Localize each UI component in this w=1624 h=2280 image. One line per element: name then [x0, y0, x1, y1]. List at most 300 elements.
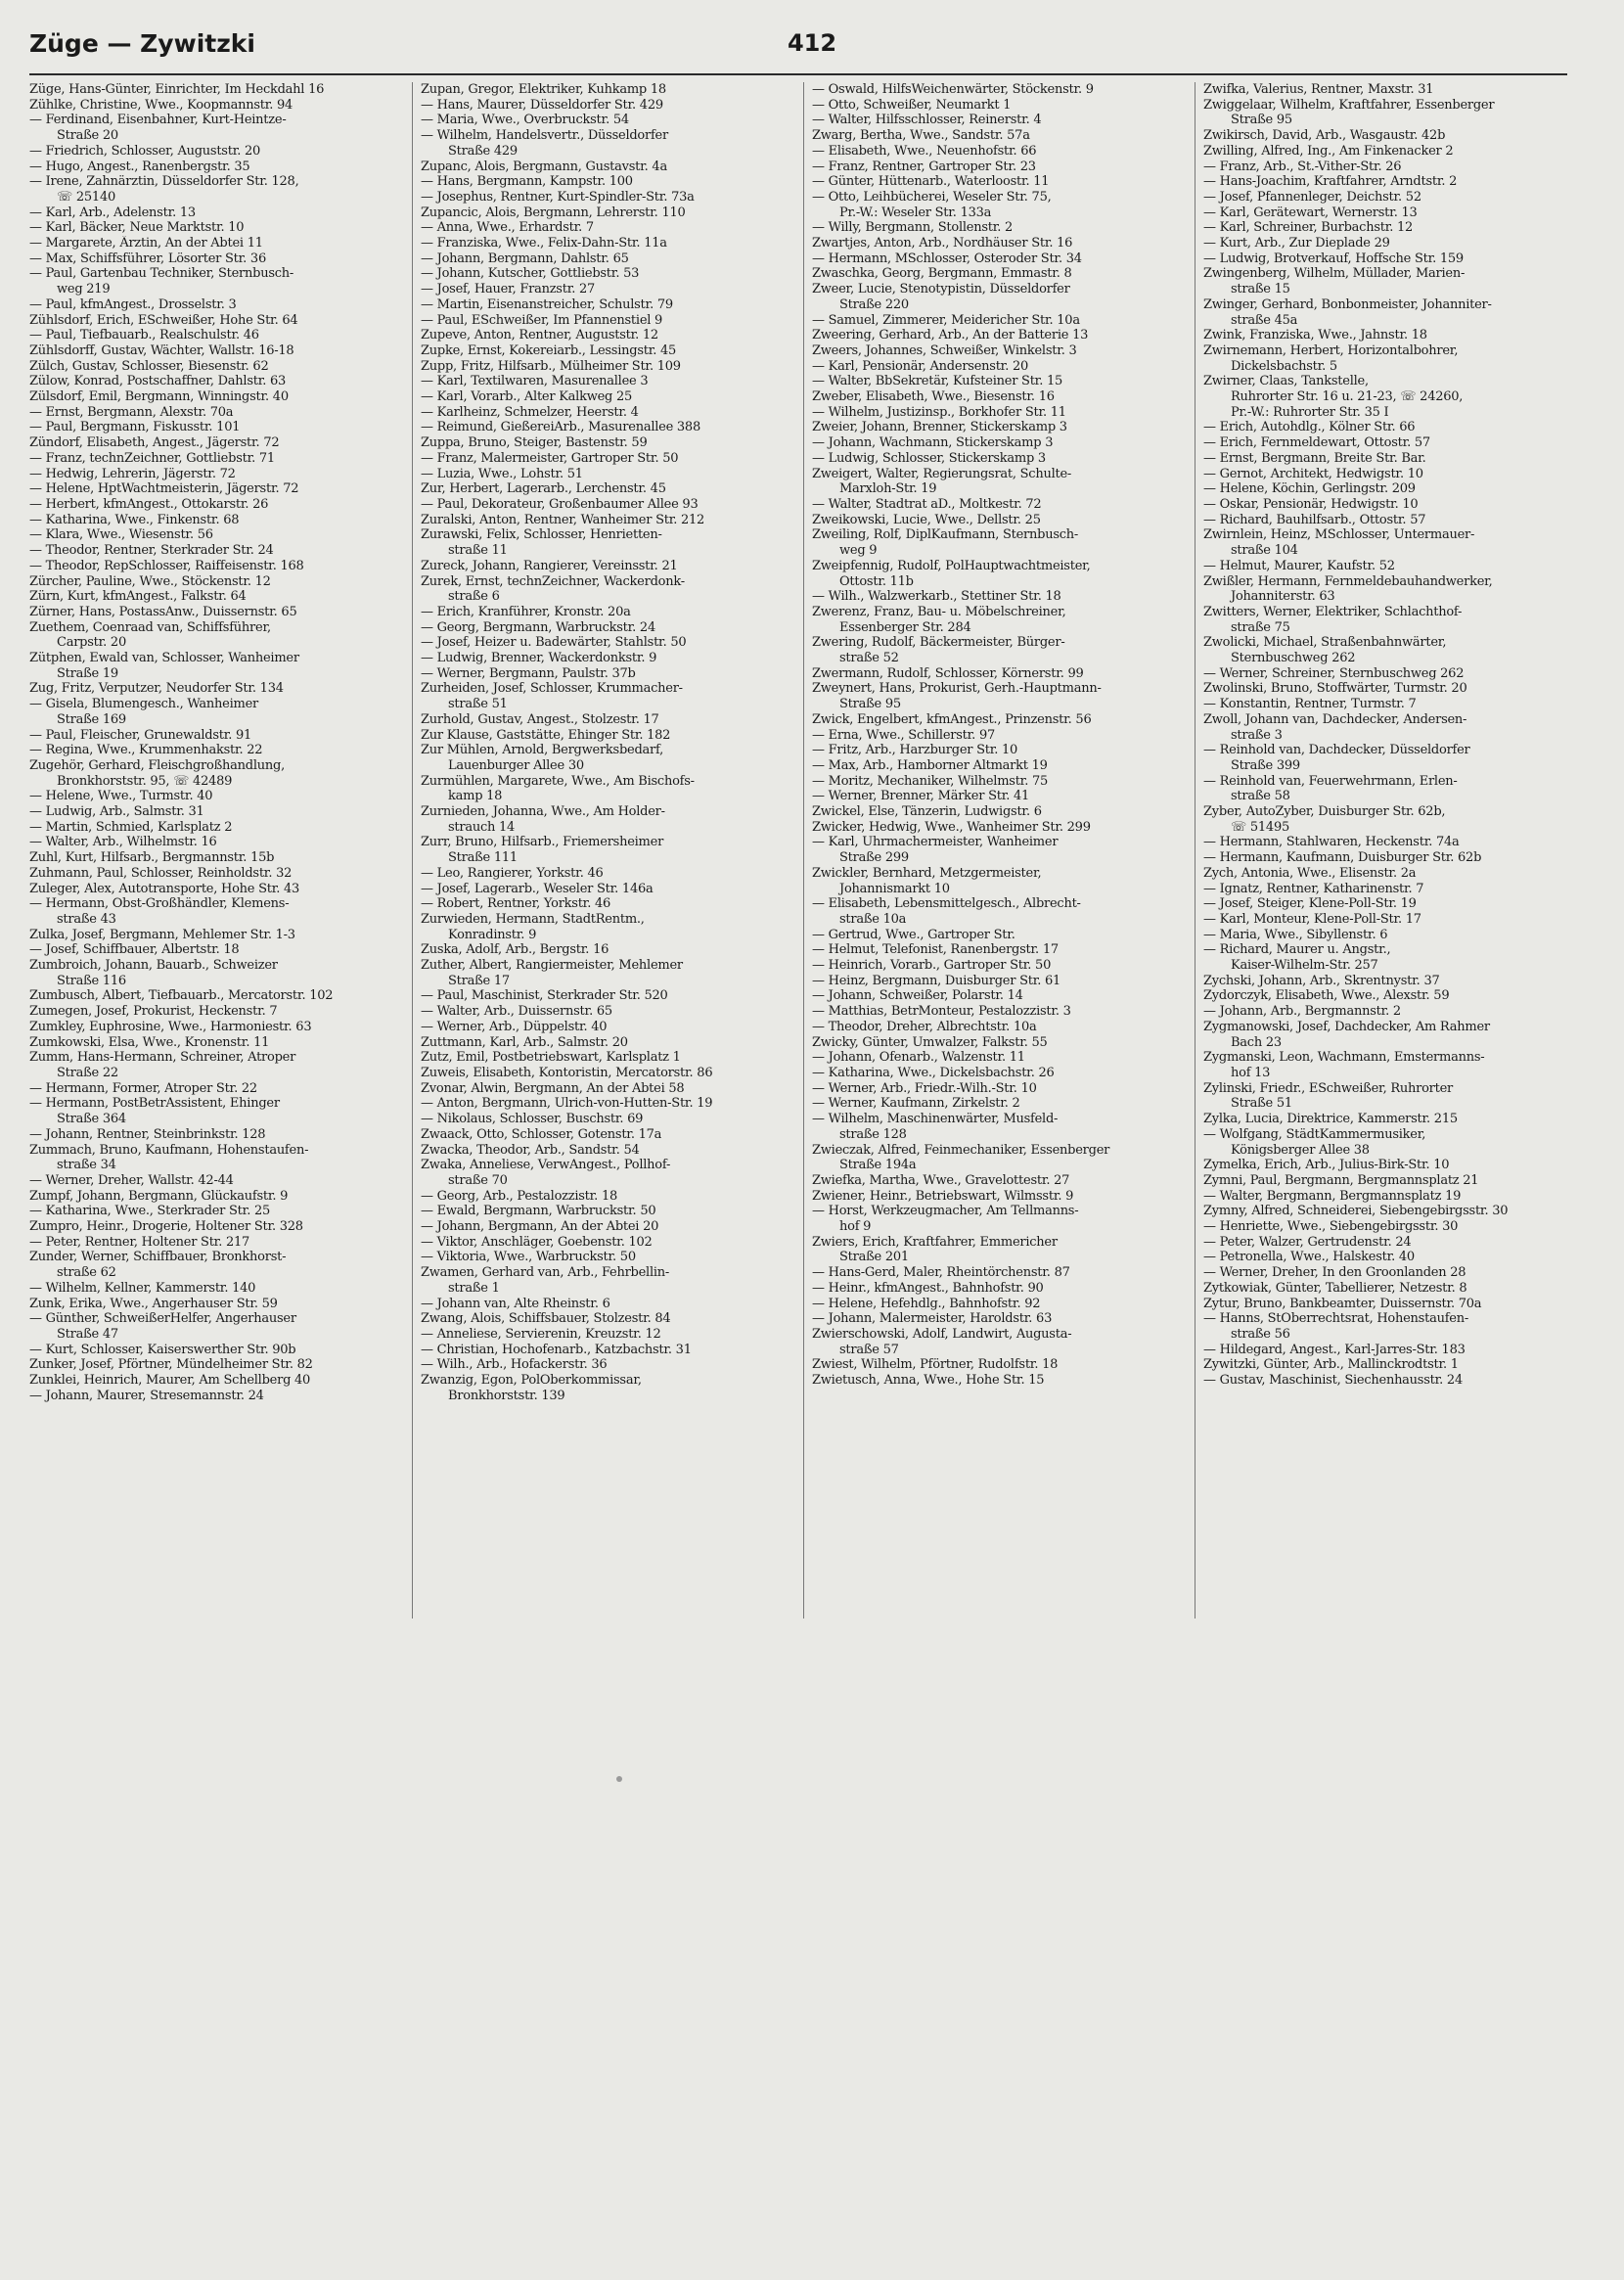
directory-entry-line: — Hans-Gerd, Maler, Rheintörchenstr. 87	[812, 1265, 1070, 1281]
directory-entry-line: — Christian, Hochofenarb., Katzbachstr. 31	[421, 1342, 692, 1357]
directory-entry-line: Zur Klause, Gaststätte, Ehinger Str. 182	[421, 727, 671, 743]
directory-entry-line: — Viktoria, Wwe., Warbruckstr. 50	[421, 1250, 636, 1265]
directory-entry-line: — Josephus, Rentner, Kurt-Spindler-Str. 73a	[421, 189, 695, 205]
directory-entry-line: — Peter, Walzer, Gertrudenstr. 24	[1203, 1234, 1412, 1250]
directory-entry-line: Zwiener, Heinr., Betriebswart, Wilmsstr. 9	[812, 1188, 1074, 1204]
directory-entry-line: Zugehör, Gerhard, Fleischgroßhandlung,	[29, 757, 285, 773]
directory-entry-line: — Erich, Autohdlg., Kölner Str. 66	[1203, 420, 1416, 435]
directory-entry-line: Johannismarkt 10	[839, 881, 950, 896]
directory-entry-line: straße 58	[1231, 789, 1290, 804]
directory-entry-line: Zühlke, Christine, Wwe., Koopmannstr. 94	[29, 97, 293, 113]
directory-entry-line: Zutz, Emil, Postbetriebswart, Karlsplatz 1	[421, 1050, 681, 1066]
directory-entry-line: — Martin, Schmied, Karlsplatz 2	[29, 819, 233, 835]
directory-entry-line: — Luzia, Wwe., Lohstr. 51	[421, 466, 583, 481]
directory-entry-line: Zumbroich, Johann, Bauarb., Schweizer	[29, 958, 278, 974]
directory-entry-line: Zwicker, Hedwig, Wwe., Wanheimer Str. 299	[812, 819, 1091, 835]
directory-entry-line: Zwermann, Rudolf, Schlosser, Körnerstr. 99	[812, 665, 1084, 681]
directory-entry-line: Zülsdorf, Emil, Bergmann, Winningstr. 40	[29, 389, 289, 405]
directory-entry-line: — Werner, Brenner, Märker Str. 41	[812, 789, 1030, 804]
directory-entry-line: Essenberger Str. 284	[839, 619, 971, 635]
directory-entry-line: straße 43	[57, 911, 116, 927]
directory-entry-line: — Ludwig, Brenner, Wackerdonkstr. 9	[421, 651, 657, 666]
directory-entry-line: Zuhl, Kurt, Hilfsarb., Bergmannstr. 15b	[29, 850, 275, 866]
directory-entry-line: — Wolfgang, StädtKammermusiker,	[1203, 1126, 1426, 1142]
directory-entry-line: Zywitzki, Günter, Arb., Mallinckrodtstr. 1	[1203, 1357, 1459, 1373]
directory-entry-line: straße 62	[57, 1265, 116, 1281]
directory-entry-line: — Ludwig, Schlosser, Stickerskamp 3	[812, 450, 1046, 466]
directory-entry-line: Zumpro, Heinr., Drogerie, Holtener Str. 328	[29, 1219, 303, 1235]
directory-entry-line: Zylinski, Friedr., ESchweißer, Ruhrorter	[1203, 1080, 1454, 1096]
directory-entry-line: — Katharina, Wwe., Dickelsbachstr. 26	[812, 1066, 1055, 1080]
directory-entry-line: — Reimund, GießereiArb., Masurenallee 388	[421, 420, 700, 435]
directory-entry-line: — Werner, Arb., Düppelstr. 40	[421, 1019, 608, 1034]
directory-entry-line: Pr.-W.: Weseler Str. 133a	[839, 205, 992, 220]
directory-entry-line: — Irene, Zahnärztin, Düsseldorfer Str. 128,	[29, 174, 299, 190]
directory-entry-line: — Karl, Schreiner, Burbachstr. 12	[1203, 220, 1414, 236]
directory-entry-line: — Hermann, PostBetrAssistent, Ehinger	[29, 1096, 280, 1112]
directory-entry-line: Zwolinski, Bruno, Stoffwärter, Turmstr. 20	[1203, 681, 1467, 697]
directory-entry-line: Straße 19	[57, 665, 118, 681]
directory-entry-line: Sternbuschweg 262	[1231, 651, 1356, 666]
directory-entry-line: Zwering, Rudolf, Bäckermeister, Bürger-	[812, 635, 1065, 651]
directory-entry-line: Zweiling, Rolf, DiplKaufmann, Sternbusch-	[812, 527, 1079, 543]
directory-entry-line: Zurwieden, Hermann, StadtRentm.,	[421, 911, 645, 927]
directory-entry-line: Zumm, Hans-Hermann, Schreiner, Atroper	[29, 1050, 296, 1066]
directory-entry-line: strauch 14	[448, 819, 516, 835]
directory-entry-line: Zuleger, Alex, Autotransporte, Hohe Str. 43	[29, 881, 300, 896]
directory-entry-line: — Heinz, Bergmann, Duisburger Str. 61	[812, 973, 1061, 988]
directory-entry-line: Zwaack, Otto, Schlosser, Gotenstr. 17a	[421, 1126, 662, 1142]
directory-entry-line: Straße 20	[57, 128, 118, 144]
directory-entry-line: — Heinr., kfmAngest., Bahnhofstr. 90	[812, 1280, 1044, 1296]
directory-column-4	[1203, 82, 1570, 1389]
directory-entry-line: weg 9	[839, 543, 878, 559]
directory-entry-line: — Günther, SchweißerHelfer, Angerhauser	[29, 1311, 296, 1327]
directory-entry-line: Zwirnemann, Herbert, Horizontalbohrer,	[1203, 342, 1459, 358]
directory-entry-line: — Hans, Maurer, Düsseldorfer Str. 429	[421, 97, 663, 113]
directory-entry-line: Lauenburger Allee 30	[448, 757, 584, 773]
directory-entry-line: — Robert, Rentner, Yorkstr. 46	[421, 896, 611, 912]
directory-entry-line: — Regina, Wwe., Krummenhakstr. 22	[29, 743, 263, 758]
directory-entry-line: straße 6	[448, 589, 500, 605]
directory-entry-line: — Willy, Bergmann, Stollenstr. 2	[812, 220, 1014, 236]
directory-entry-line: — Wilh., Arb., Hofackerstr. 36	[421, 1357, 608, 1373]
directory-entry-line: — Moritz, Mechaniker, Wilhelmstr. 75	[812, 773, 1049, 789]
directory-entry-line: ☏ 51495	[1231, 819, 1289, 835]
directory-entry-line: — Petronella, Wwe., Halskestr. 40	[1203, 1250, 1415, 1265]
directory-entry-line: Zunker, Josef, Pförtner, Mündelheimer Str. 82	[29, 1357, 313, 1373]
directory-entry-line: — Samuel, Zimmerer, Meidericher Str. 10a	[812, 312, 1080, 328]
directory-entry-line: — Helene, Köchin, Gerlingstr. 209	[1203, 481, 1416, 497]
directory-entry-line: — Max, Schiffsführer, Lösorter Str. 36	[29, 251, 266, 266]
directory-entry-line: — Theodor, RepSchlosser, Raiffeisenstr. 168	[29, 558, 304, 573]
directory-entry-line: straße 34	[57, 1158, 116, 1173]
directory-entry-line: — Elisabeth, Wwe., Neuenhofstr. 66	[812, 143, 1037, 159]
directory-entry-line: Straße 364	[57, 1112, 126, 1127]
directory-entry-line: — Peter, Rentner, Holtener Str. 217	[29, 1234, 250, 1250]
directory-entry-line: — Wilhelm, Maschinenwärter, Musfeld-	[812, 1112, 1059, 1127]
directory-entry-line: Straße 111	[448, 850, 518, 866]
directory-entry-line: Zurr, Bruno, Hilfsarb., Friemersheimer	[421, 835, 664, 850]
directory-entry-line: — Gernot, Architekt, Hedwigstr. 10	[1203, 466, 1423, 481]
directory-entry-line: Zumkley, Euphrosine, Wwe., Harmoniestr. 63	[29, 1019, 312, 1034]
directory-entry-line: Zug, Fritz, Verputzer, Neudorfer Str. 134	[29, 681, 284, 697]
directory-entry-line: — Johann, Kutscher, Gottliebstr. 53	[421, 266, 640, 282]
directory-entry-line: Zych, Antonia, Wwe., Elisenstr. 2a	[1203, 865, 1417, 881]
directory-entry-line: Zupp, Fritz, Hilfsarb., Mülheimer Str. 109	[421, 358, 681, 374]
directory-entry-line: Zuttmann, Karl, Arb., Salmstr. 20	[421, 1034, 628, 1050]
directory-entry-line: — Richard, Maurer u. Angstr.,	[1203, 942, 1391, 958]
directory-entry-line: straße 45a	[1231, 312, 1298, 328]
directory-entry-line: — Reinhold van, Feuerwehrmann, Erlen-	[1203, 773, 1458, 789]
directory-entry-line: Zwifka, Valerius, Rentner, Maxstr. 31	[1203, 82, 1434, 97]
directory-entry-line: straße 56	[1231, 1326, 1290, 1342]
directory-entry-line: Zühlsdorff, Gustav, Wächter, Wallstr. 16-18	[29, 342, 294, 358]
directory-entry-line: Ruhrorter Str. 16 u. 21-23, ☏ 24260,	[1231, 389, 1464, 405]
directory-entry-line: Zuweis, Elisabeth, Kontoristin, Mercatorstr. 86	[421, 1066, 713, 1080]
directory-entry-line: — Paul, Tiefbauarb., Realschulstr. 46	[29, 328, 259, 343]
directory-entry-line: — Helene, HptWachtmeisterin, Jägerstr. 72	[29, 481, 299, 497]
directory-entry-line: Zwicky, Günter, Umwalzer, Falkstr. 55	[812, 1034, 1048, 1050]
directory-entry-line: Zumkowski, Elsa, Wwe., Kronenstr. 11	[29, 1034, 270, 1050]
directory-entry-line: weg 219	[57, 282, 111, 297]
directory-entry-line: Zürn, Kurt, kfmAngest., Falkstr. 64	[29, 589, 247, 605]
directory-entry-line: — Georg, Bergmann, Warbruckstr. 24	[421, 619, 655, 635]
directory-entry-line: — Karl, Gerätewart, Wernerstr. 13	[1203, 205, 1418, 220]
directory-entry-line: Zülow, Konrad, Postschaffner, Dahlstr. 63	[29, 374, 287, 389]
directory-entry-line: — Paul, Maschinist, Sterkrader Str. 520	[421, 988, 668, 1004]
page-header-title: Züge — Zywitzki	[29, 29, 255, 58]
directory-entry-line: Bronkhorststr. 139	[448, 1388, 565, 1403]
directory-entry-line: — Johann, Rentner, Steinbrinkstr. 128	[29, 1126, 266, 1142]
directory-entry-line: — Johann van, Alte Rheinstr. 6	[421, 1296, 610, 1311]
directory-entry-line: — Leo, Rangierer, Yorkstr. 46	[421, 865, 604, 881]
directory-entry-line: — Josef, Pfannenleger, Deichstr. 52	[1203, 189, 1421, 205]
directory-entry-line: Zunk, Erika, Wwe., Angerhauser Str. 59	[29, 1296, 278, 1311]
directory-entry-line: — Elisabeth, Lebensmittelgesch., Albrecht-	[812, 896, 1081, 912]
directory-entry-line: Zuska, Adolf, Arb., Bergstr. 16	[421, 942, 609, 958]
directory-entry-line: — Matthias, BetrMonteur, Pestalozzistr. 3	[812, 1004, 1071, 1020]
directory-entry-line: Zwickler, Bernhard, Metzgermeister,	[812, 865, 1042, 881]
directory-entry-line: — Margarete, Ärztin, An der Abtei 11	[29, 236, 263, 251]
directory-entry-line: Zwoll, Johann van, Dachdecker, Andersen-	[1203, 711, 1467, 727]
directory-entry-line: — Johann, Schweißer, Polarstr. 14	[812, 988, 1023, 1004]
directory-entry-line: Zuther, Albert, Rangiermeister, Mehlemer	[421, 958, 683, 974]
directory-entry-line: — Josef, Steiger, Klene-Poll-Str. 19	[1203, 896, 1417, 912]
directory-entry-line: — Helmut, Telefonist, Ranenbergstr. 17	[812, 942, 1059, 958]
directory-entry-line: — Walter, Arb., Duissernstr. 65	[421, 1004, 612, 1020]
directory-entry-line: Zummach, Bruno, Kaufmann, Hohenstaufen-	[29, 1142, 309, 1158]
directory-entry-line: Zweynert, Hans, Prokurist, Gerh.-Hauptmann-	[812, 681, 1102, 697]
directory-entry-line: Zurek, Ernst, technZeichner, Wackerdonk-	[421, 573, 685, 589]
directory-entry-line: Zühlsdorf, Erich, ESchweißer, Hohe Str. 64	[29, 312, 298, 328]
directory-entry-line: Zwikirsch, David, Arb., Wasgaustr. 42b	[1203, 128, 1446, 144]
directory-entry-line: Zwierschowski, Adolf, Landwirt, Augusta-	[812, 1326, 1072, 1342]
directory-entry-line: — Hermann, MSchlosser, Osteroder Str. 34	[812, 251, 1082, 266]
directory-entry-line: Straße 47	[57, 1326, 118, 1342]
directory-entry-line: straße 15	[1231, 282, 1290, 297]
directory-entry-line: Zwieczak, Alfred, Feinmechaniker, Essenberger	[812, 1142, 1110, 1158]
directory-entry-line: Zwerenz, Franz, Bau- u. Möbelschreiner,	[812, 604, 1066, 619]
directory-entry-line: — Hans, Bergmann, Kampstr. 100	[421, 174, 633, 190]
directory-entry-line: — Werner, Bergmann, Paulstr. 37b	[421, 665, 636, 681]
directory-entry-line: Zumegen, Josef, Prokurist, Heckenstr. 7	[29, 1004, 278, 1020]
directory-entry-line: Zurnieden, Johanna, Wwe., Am Holder-	[421, 804, 665, 820]
directory-entry-line: Königsberger Allee 38	[1231, 1142, 1370, 1158]
directory-entry-line: — Henriette, Wwe., Siebengebirgsstr. 30	[1203, 1219, 1459, 1235]
directory-entry-line: — Wilhelm, Handelsvertr., Düsseldorfer	[421, 128, 668, 144]
directory-entry-line: — Viktor, Anschläger, Goebenstr. 102	[421, 1234, 653, 1250]
directory-entry-line: Zweer, Lucie, Stenotypistin, Düsseldorfer	[812, 282, 1070, 297]
directory-entry-line: Straße 116	[57, 973, 126, 988]
directory-entry-line: Zwiggelaar, Wilhelm, Kraftfahrer, Essenberger	[1203, 97, 1495, 113]
directory-entry-line: — Otto, Schweißer, Neumarkt 1	[812, 97, 1012, 113]
directory-entry-line: — Anna, Wwe., Erhardstr. 7	[421, 220, 594, 236]
directory-entry-line: — Werner, Dreher, Wallstr. 42-44	[29, 1172, 234, 1188]
directory-entry-line: — Johann, Bergmann, An der Abtei 20	[421, 1219, 659, 1235]
directory-entry-line: Zülch, Gustav, Schlosser, Biesenstr. 62	[29, 358, 269, 374]
directory-entry-line: — Walter, Arb., Wilhelmstr. 16	[29, 835, 217, 850]
header-rule	[29, 73, 1567, 75]
directory-entry-line: — Johann, Maurer, Stresemannstr. 24	[29, 1388, 264, 1403]
directory-entry-line: — Josef, Heizer u. Badewärter, Stahlstr. 50	[421, 635, 687, 651]
directory-entry-line: Zytkowiak, Günter, Tabellierer, Netzestr. 8	[1203, 1280, 1467, 1296]
directory-entry-line: straße 51	[448, 697, 508, 712]
directory-entry-line: — Konstantin, Rentner, Turmstr. 7	[1203, 697, 1417, 712]
directory-entry-line: Straße 220	[839, 296, 909, 312]
directory-entry-line: — Kurt, Schlosser, Kaiserswerther Str. 90b	[29, 1342, 296, 1357]
directory-entry-line: — Josef, Schiffbauer, Albertstr. 18	[29, 942, 240, 958]
directory-entry-line: Zweipfennig, Rudolf, PolHauptwachtmeister,	[812, 558, 1091, 573]
directory-entry-line: — Walter, Bergmann, Bergmannsplatz 19	[1203, 1188, 1462, 1204]
directory-entry-line: — Oswald, HilfsWeichenwärter, Stöckenstr. 9	[812, 82, 1094, 97]
directory-entry-line: — Karl, Monteur, Klene-Poll-Str. 17	[1203, 911, 1421, 927]
directory-entry-line: Straße 194a	[839, 1158, 917, 1173]
directory-entry-line: — Hans-Joachim, Kraftfahrer, Arndtstr. 2	[1203, 174, 1458, 190]
directory-column-3	[812, 82, 1179, 1389]
directory-entry-line: Zütphen, Ewald van, Schlosser, Wanheimer	[29, 651, 299, 666]
directory-entry-line: Zwiest, Wilhelm, Pförtner, Rudolfstr. 18	[812, 1357, 1059, 1373]
directory-entry-line: Zwinger, Gerhard, Bonbonmeister, Johanniter-	[1203, 296, 1492, 312]
directory-entry-line: Pr.-W.: Ruhrorter Str. 35 I	[1231, 404, 1389, 420]
directory-entry-line: Zuralski, Anton, Rentner, Wanheimer Str. 212	[421, 512, 705, 527]
directory-entry-line: Bronkhorststr. 95, ☏ 42489	[57, 773, 233, 789]
directory-entry-line: — Karl, Pensionär, Andersenstr. 20	[812, 358, 1029, 374]
directory-entry-line: Zytur, Bruno, Bankbeamter, Duissernstr. 70a	[1203, 1296, 1482, 1311]
directory-entry-line: straße 57	[839, 1342, 899, 1357]
directory-entry-line: Zymni, Paul, Bergmann, Bergmannsplatz 21	[1203, 1172, 1479, 1188]
directory-entry-line: Zuhmann, Paul, Schlosser, Reinholdstr. 32	[29, 865, 293, 881]
directory-entry-line: Zurmühlen, Margarete, Wwe., Am Bischofs-	[421, 773, 695, 789]
directory-entry-line: Konradinstr. 9	[448, 927, 537, 942]
directory-entry-line: — Hedwig, Lehrerin, Jägerstr. 72	[29, 466, 236, 481]
directory-entry-line: — Walter, BbSekretär, Kufsteiner Str. 15	[812, 374, 1063, 389]
directory-entry-line: Zweers, Johannes, Schweißer, Winkelstr. 3	[812, 342, 1077, 358]
directory-entry-line: — Paul, Fleischer, Grunewaldstr. 91	[29, 727, 252, 743]
directory-entry-line: Zupanc, Alois, Bergmann, Gustavstr. 4a	[421, 159, 667, 174]
directory-entry-line: — Wilhelm, Kellner, Kammerstr. 140	[29, 1280, 256, 1296]
directory-entry-line: Zündorf, Elisabeth, Angest., Jägerstr. 72	[29, 435, 280, 451]
directory-entry-line: — Ludwig, Brotverkauf, Hoffsche Str. 159	[1203, 251, 1464, 266]
directory-entry-line: straße 104	[1231, 543, 1298, 559]
directory-entry-line: Zvonar, Alwin, Bergmann, An der Abtei 58	[421, 1080, 685, 1096]
directory-entry-line: — Anton, Bergmann, Ulrich-von-Hutten-Str. 19	[421, 1096, 713, 1112]
directory-entry-line: — Theodor, Rentner, Sterkrader Str. 24	[29, 543, 274, 559]
directory-entry-line: Zwacka, Theodor, Arb., Sandstr. 54	[421, 1142, 640, 1158]
directory-entry-line: — Ernst, Bergmann, Alexstr. 70a	[29, 404, 234, 420]
directory-entry-line: Zwirner, Claas, Tankstelle,	[1203, 374, 1369, 389]
directory-entry-line: — Hermann, Former, Atroper Str. 22	[29, 1080, 257, 1096]
directory-entry-line: Zunder, Werner, Schiffbauer, Bronkhorst-	[29, 1250, 287, 1265]
directory-entry-line: — Werner, Kaufmann, Zirkelstr. 2	[812, 1096, 1020, 1112]
directory-entry-line: Zürcher, Pauline, Wwe., Stöckenstr. 12	[29, 573, 271, 589]
directory-entry-line: ☏ 25140	[57, 189, 115, 205]
directory-entry-line: straße 70	[448, 1172, 508, 1188]
directory-entry-line: — Karl, Vorarb., Alter Kalkweg 25	[421, 389, 633, 405]
directory-entry-line: — Georg, Arb., Pestalozzistr. 18	[421, 1188, 617, 1204]
directory-entry-line: Zygmanowski, Josef, Dachdecker, Am Rahmer	[1203, 1019, 1490, 1034]
directory-entry-line: straße 3	[1231, 727, 1283, 743]
directory-entry-line: Zwaka, Anneliese, VerwAngest., Pollhof-	[421, 1158, 671, 1173]
directory-entry-line: — Paul, ESchweißer, Im Pfannenstiel 9	[421, 312, 663, 328]
directory-entry-line: Zwiers, Erich, Kraftfahrer, Emmericher	[812, 1234, 1058, 1250]
directory-entry-line: Zwißler, Hermann, Fernmeldebauhandwerker,	[1203, 573, 1493, 589]
directory-entry-line: Straße 299	[839, 850, 909, 866]
directory-entry-line: Zychski, Johann, Arb., Skrentnystr. 37	[1203, 973, 1440, 988]
directory-entry-line: — Franz, Malermeister, Gartroper Str. 50	[421, 450, 679, 466]
directory-entry-line: — Johann, Bergmann, Dahlstr. 65	[421, 251, 629, 266]
directory-entry-line: — Werner, Schreiner, Sternbuschweg 262	[1203, 665, 1465, 681]
directory-entry-line: — Johann, Wachmann, Stickerskamp 3	[812, 435, 1054, 451]
directory-entry-line: Zurheiden, Josef, Schlosser, Krummacher-	[421, 681, 683, 697]
directory-entry-line: Straße 17	[448, 973, 510, 988]
directory-entry-line: — Klara, Wwe., Wiesenstr. 56	[29, 527, 213, 543]
directory-entry-line: — Paul, Dekorateur, Großenbaumer Allee 93	[421, 496, 699, 512]
directory-entry-line: Zumpf, Johann, Bergmann, Glückaufstr. 9	[29, 1188, 289, 1204]
directory-entry-line: — Oskar, Pensionär, Hedwigstr. 10	[1203, 496, 1419, 512]
directory-entry-line: — Theodor, Dreher, Albrechtstr. 10a	[812, 1019, 1037, 1034]
directory-entry-line: Zur, Herbert, Lagerarb., Lerchenstr. 45	[421, 481, 666, 497]
directory-entry-line: Zwink, Franziska, Wwe., Jahnstr. 18	[1203, 328, 1427, 343]
directory-entry-line: — Wilh., Walzwerkarb., Stettiner Str. 18	[812, 589, 1061, 605]
column-divider	[412, 82, 413, 1619]
directory-entry-line: — Karlheinz, Schmelzer, Heerstr. 4	[421, 404, 639, 420]
directory-entry-line: Zwitters, Werner, Elektriker, Schlachthof-	[1203, 604, 1463, 619]
directory-entry-line: — Helmut, Maurer, Kaufstr. 52	[1203, 558, 1395, 573]
directory-entry-line: — Karl, Arb., Adelenstr. 13	[29, 205, 196, 220]
directory-entry-line: — Paul, kfmAngest., Drosselstr. 3	[29, 296, 237, 312]
directory-entry-line: — Paul, Gartenbau Techniker, Sternbusch-	[29, 266, 294, 282]
directory-entry-line: — Werner, Arb., Friedr.-Wilh.-Str. 10	[812, 1080, 1037, 1096]
directory-entry-line: — Johann, Ofenarb., Walzenstr. 11	[812, 1050, 1025, 1066]
directory-entry-line: — Helene, Wwe., Turmstr. 40	[29, 789, 213, 804]
directory-entry-line: hof 9	[839, 1219, 872, 1235]
directory-entry-line: — Karl, Uhrmachermeister, Wanheimer	[812, 835, 1059, 850]
directory-entry-line: — Hermann, Kaufmann, Duisburger Str. 62b	[1203, 850, 1482, 866]
directory-entry-line: — Erich, Kranführer, Kronstr. 20a	[421, 604, 631, 619]
directory-entry-line: — Gertrud, Wwe., Gartroper Str.	[812, 927, 1015, 942]
directory-entry-line: Straße 169	[57, 711, 126, 727]
directory-entry-line: Bach 23	[1231, 1034, 1282, 1050]
directory-entry-line: — Anneliese, Servierenin, Kreuzstr. 12	[421, 1326, 661, 1342]
directory-entry-line: Zureck, Johann, Rangierer, Vereinsstr. 21	[421, 558, 678, 573]
directory-entry-line: Straße 51	[1231, 1096, 1292, 1112]
directory-entry-line: Straße 429	[448, 143, 518, 159]
directory-entry-line: Zuethem, Coenraad van, Schiffsführer,	[29, 619, 271, 635]
directory-entry-line: hof 13	[1231, 1066, 1271, 1080]
directory-entry-line: Zwaschka, Georg, Bergmann, Emmastr. 8	[812, 266, 1072, 282]
directory-entry-line: Zygmanski, Leon, Wachmann, Emstermanns-	[1203, 1050, 1485, 1066]
directory-entry-line: — Helene, Hefehdlg., Bahnhofstr. 92	[812, 1296, 1041, 1311]
directory-entry-line: — Hermann, Obst-Großhändler, Klemens-	[29, 896, 290, 912]
directory-entry-line: Zwietusch, Anna, Wwe., Hohe Str. 15	[812, 1373, 1045, 1389]
directory-entry-line: Zweering, Gerhard, Arb., An der Batterie 13	[812, 328, 1089, 343]
directory-entry-line: Zwickel, Else, Tänzerin, Ludwigstr. 6	[812, 804, 1042, 820]
directory-entry-line: — Richard, Bauhilfsarb., Ottostr. 57	[1203, 512, 1426, 527]
directory-entry-line: Zymny, Alfred, Schneiderei, Siebengebirgsstr. 30	[1203, 1204, 1509, 1219]
directory-entry-line: — Nikolaus, Schlosser, Buschstr. 69	[421, 1112, 644, 1127]
directory-entry-line: Zwirnlein, Heinz, MSchlosser, Untermauer-	[1203, 527, 1475, 543]
directory-entry-line: Züge, Hans-Günter, Einrichter, Im Heckdahl 16	[29, 82, 325, 97]
directory-entry-line: Zwamen, Gerhard van, Arb., Fehrbellin-	[421, 1265, 670, 1281]
directory-entry-line: Zweier, Johann, Brenner, Stickerskamp 3	[812, 420, 1067, 435]
directory-entry-line: — Katharina, Wwe., Finkenstr. 68	[29, 512, 240, 527]
directory-entry-line: Zylka, Lucia, Direktrice, Kammerstr. 215	[1203, 1112, 1458, 1127]
directory-entry-line: — Ludwig, Arb., Salmstr. 31	[29, 804, 204, 820]
directory-entry-line: — Otto, Leihbücherei, Weseler Str. 75,	[812, 189, 1052, 205]
directory-entry-line: Zwilling, Alfred, Ing., Am Finkenacker 2	[1203, 143, 1454, 159]
directory-entry-line: Zymelka, Erich, Arb., Julius-Birk-Str. 10	[1203, 1158, 1450, 1173]
directory-entry-line: — Ferdinand, Eisenbahner, Kurt-Heintze-	[29, 113, 287, 128]
directory-entry-line: Zyber, AutoZyber, Duisburger Str. 62b,	[1203, 804, 1446, 820]
directory-entry-line: — Johann, Malermeister, Haroldstr. 63	[812, 1311, 1053, 1327]
directory-entry-line: Zwolicki, Michael, Straßenbahnwärter,	[1203, 635, 1447, 651]
directory-entry-line: — Gustav, Maschinist, Siechenhausstr. 24	[1203, 1373, 1463, 1389]
directory-entry-line: straße 10a	[839, 911, 907, 927]
directory-entry-line: Kaiser-Wilhelm-Str. 257	[1231, 958, 1378, 974]
directory-entry-line: — Karl, Bäcker, Neue Marktstr. 10	[29, 220, 245, 236]
directory-entry-line: — Walter, Hilfsschlosser, Reinerstr. 4	[812, 113, 1042, 128]
directory-entry-line: — Wilhelm, Justizinsp., Borkhofer Str. 11	[812, 404, 1066, 420]
directory-entry-line: Zweber, Elisabeth, Wwe., Biesenstr. 16	[812, 389, 1055, 405]
directory-entry-line: Zupke, Ernst, Kokereiarb., Lessingstr. 45	[421, 342, 677, 358]
directory-entry-line: Zwartjes, Anton, Arb., Nordhäuser Str. 16	[812, 236, 1073, 251]
directory-entry-line: — Kurt, Arb., Zur Dieplade 29	[1203, 236, 1390, 251]
directory-entry-line: Zupan, Gregor, Elektriker, Kuhkamp 18	[421, 82, 666, 97]
directory-entry-line: — Günter, Hüttenarb., Waterloostr. 11	[812, 174, 1050, 190]
directory-entry-line: — Heinrich, Vorarb., Gartroper Str. 50	[812, 958, 1052, 974]
directory-entry-line: — Josef, Lagerarb., Weseler Str. 146a	[421, 881, 654, 896]
directory-entry-line: Zuppa, Bruno, Steiger, Bastenstr. 59	[421, 435, 648, 451]
directory-entry-line: — Martin, Eisenanstreicher, Schulstr. 79	[421, 296, 673, 312]
directory-entry-line: Zwang, Alois, Schiffsbauer, Stolzestr. 84	[421, 1311, 671, 1327]
directory-entry-line: Zweigert, Walter, Regierungsrat, Schulte-	[812, 466, 1072, 481]
directory-entry-line: Zydorczyk, Elisabeth, Wwe., Alexstr. 59	[1203, 988, 1450, 1004]
directory-entry-line: — Herbert, kfmAngest., Ottokarstr. 26	[29, 496, 269, 512]
directory-entry-line: — Ignatz, Rentner, Katharinenstr. 7	[1203, 881, 1424, 896]
directory-entry-line: Zürner, Hans, PostassAnw., Duissernstr. 65	[29, 604, 297, 619]
directory-entry-line: straße 52	[839, 651, 899, 666]
directory-entry-line: Zwingenberg, Wilhelm, Müllader, Marien-	[1203, 266, 1466, 282]
directory-entry-line: Zur Mühlen, Arnold, Bergwerksbedarf,	[421, 743, 663, 758]
directory-entry-line: Zupancic, Alois, Bergmann, Lehrerstr. 110	[421, 205, 686, 220]
directory-entry-line: Zwarg, Bertha, Wwe., Sandstr. 57a	[812, 128, 1030, 144]
directory-entry-line: — Fritz, Arb., Harzburger Str. 10	[812, 743, 1018, 758]
directory-entry-line: Straße 399	[1231, 757, 1300, 773]
directory-entry-line: Marxloh-Str. 19	[839, 481, 937, 497]
directory-entry-line: Straße 95	[1231, 113, 1292, 128]
directory-entry-line: — Max, Arb., Hamborner Altmarkt 19	[812, 757, 1048, 773]
